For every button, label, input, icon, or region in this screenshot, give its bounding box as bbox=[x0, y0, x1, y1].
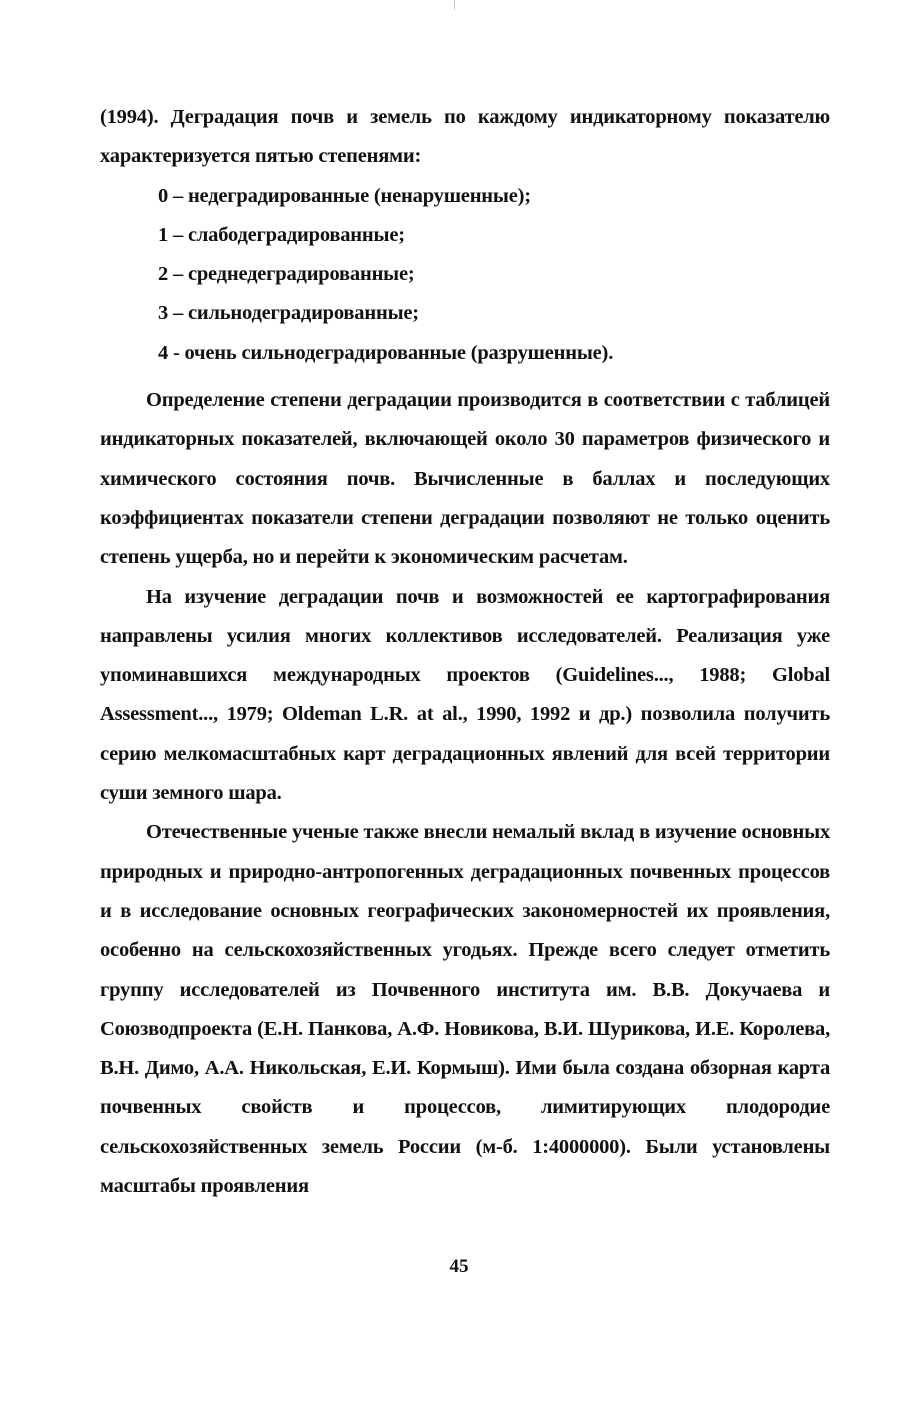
document-page bbox=[100, 98, 830, 1206]
degradation-level-4: 4 - очень сильнодеградированные (разрушенные). bbox=[158, 341, 614, 364]
spacer bbox=[100, 373, 830, 381]
paragraph-degradation-definition: Определение степени деградации производится в соответствии с таблицей индикаторных показателей, включающей около 30 параметров физического и химического состояния почв. Вычисленные в баллах и последующих коэффициентах показатели степени деградации позволяют не только оценить степень ущерба, но и перейти к экономическим расчетам. bbox=[100, 389, 830, 569]
paragraph-domestic-research: Отечественные ученые также внесли немалый вклад в изучение основных природных и природно-антропогенных деградационных почвенных процессов и в исследование основных географических закономерностей их проявления, особенно на сельскохозяйственных угодьях. Прежде всего следует отметить группу исследователей из Почвенного института им. В.В. Докучаева и Союзводпроекта (Е.Н. Панкова, А.Ф. Новикова, В.И. Шурикова, И.Е. Королева, В.Н. Димо, А.А. Никольская, Е.И. Кормыш). Ими была создана обзорная карта почвенных свойств и процессов, лимитирующих плодородие сельскохозяйственных земель России (м-б. 1:4000000). Были установлены масштабы проявления bbox=[100, 821, 830, 1198]
paragraph-international-projects: На изучение деградации почв и возможностей ее картографирования направлены усилия многих коллективов исследователей. Реализация уже упоминавшихся международных проектов (Guidelines..., 1988; Global Assessment..., 1979; Oldeman L.R. at al., 1990, 1992 и др.) позволила получить серию мелкомасштабных карт деградационных явлений для всей территории суши земного шара. bbox=[100, 585, 830, 805]
intro-paragraph: (1994). Деградация почв и земель по каждому индикаторному показателю характеризуется пятью степенями: bbox=[100, 106, 830, 168]
degradation-levels-list bbox=[100, 177, 830, 373]
degradation-level-2: 2 – среднедеградированные; bbox=[158, 263, 415, 286]
degradation-level-1: 1 – слабодеградированные; bbox=[158, 223, 405, 246]
scan-artifact-mark bbox=[454, 0, 455, 10]
degradation-level-3: 3 – сильнодеградированные; bbox=[158, 302, 419, 325]
page-number: 45 bbox=[449, 1256, 469, 1277]
degradation-level-0: 0 – недеградированные (ненарушенные); bbox=[158, 184, 531, 207]
